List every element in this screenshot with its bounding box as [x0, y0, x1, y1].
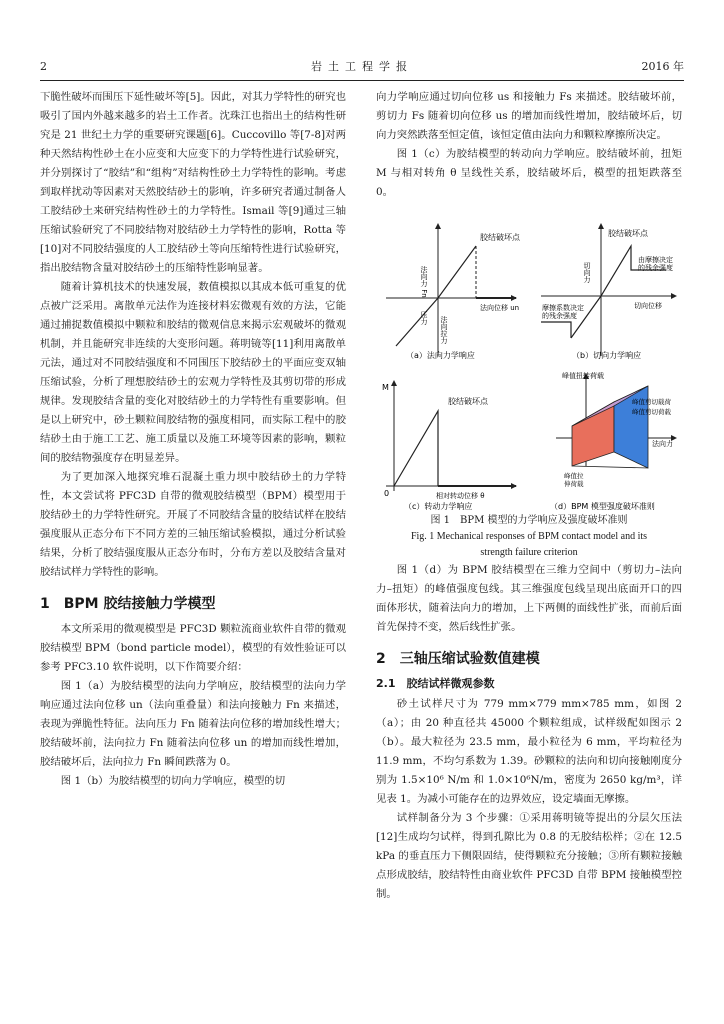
panel-a-caption: （a）法向力学响应: [406, 351, 475, 360]
page-number: 2: [40, 60, 47, 73]
figure-1-diagrams: [376, 206, 682, 512]
panel-b-friction2: 的残余强度: [542, 312, 577, 320]
paragraph: 图 1（d）为 BPM 胶结模型在三维力空间中（剪切力–法向力–扭矩）的峰值强度包线。其三维强度包线呈现出底面开口的四面体形状，随着法向力的增加，上下两侧的面线性扩张，而前后面首先保持不变，然后线性扩张。: [376, 564, 682, 633]
panel-a-axis-x: 法向位移 un: [480, 304, 520, 312]
left-column: [40, 88, 346, 791]
panel-c: [382, 381, 516, 511]
panel-c-axis-x: 相对转动位移 θ: [436, 492, 485, 500]
paragraph: 图 1（b）为胶结模型的切向力学响应，模型的切: [60, 775, 286, 787]
paragraph: 随着计算机技术的快速发展，数值模拟以其成本低可重复的优点被广泛采用。离散单元法作为连接材料宏微观有效的方法，它能通过捕捉数值模拟中颗粒和胶结的微观信息来揭示宏观破坏的微观机制，并且能研究非连续的大变形问题。蒋明镜等[11]利用离散单元法，通过对不同胶结强度和不同围压下胶结砂土的平面应变双轴压缩试验，分析了理想胶结砂土的宏观力学特性及其剪切带的形成规律。发现胶结含量的变化对胶结砂土的力学特性有重要影响。但是以上研究中，砂土颗粒间胶结物的强度相同，而实际工程中的胶结砂土由于施工工艺、施工质量以及施工环境等因素的影响，颗粒间的胶结物强度存在明显差异。: [40, 281, 346, 464]
paragraph: 为了更加深入地探究堆石混凝土重力坝中胶结砂土的力学特性，本文尝试将 PFC3D 自带的微观胶结模型（BPM）模型用于胶结砂土的力学特性研究。开展了不同胶结含量的胶结试样在胶结强度服从正态分布下不同方差的三轴压缩试验模拟，通过分析试验结果，分析了胶结强度服从正态分布时，分布方差以及胶结含量对胶结试样力学特性的影响。: [40, 471, 346, 578]
issue-year: 2016 年: [641, 60, 684, 73]
figure-caption: 图 1 BPM 模型的力学响应及强度破坏准则: [430, 515, 628, 526]
figure-1: [376, 206, 682, 512]
panel-d-shear-label: 峰值剪切载荷: [632, 398, 671, 406]
section-heading: 2 三轴压缩试验数值建模: [376, 651, 540, 667]
paragraph: 向力学响应通过切向位移 us 和接触力 Fs 来描述。胶结破坏前，剪切力 Fs 随着切向位移 us 的增加而线性增加，胶结破坏后，切向力突然跌落至恒定值，该恒定值由法向力和颗粒摩擦所决定。: [376, 91, 682, 141]
figure-caption-en: strength failure criterion: [480, 547, 578, 558]
panel-c-caption: （c）转动力学响应: [404, 502, 473, 511]
panel-b-caption: （b）切向力学响应: [572, 351, 642, 360]
page-header: [40, 58, 684, 76]
paragraph: 本文所采用的微观模型是 PFC3D 颗粒流商业软件自带的微观胶结模型 BPM（bond particle model），模型的有效性验证可以参考 PFC3.10 软件说明，以下作简要介绍：: [40, 623, 346, 673]
paragraph: 下脆性破坏而围压下延性破坏等[5]。因此，对其力学特性的研究也吸引了国内外越来越多的岩土工作者。沈珠江也指出土的结构性研究是 21 世纪土力学的重要研究课题[6]。Cuccovillo 等[7-8]对两种天然结构性砂土在小应变和大应变下的力学特性进行试验研究，并分别探讨了“胶结”和“组构”对结构性砂土力学特性的影响。考虑到取样扰动等因素对天然胶结砂土的影响，许多研究者通过制备人工胶结砂土来研究结构性砂土的力学特性。Ismail 等[9]通过三轴压缩试验研究了不同胶结物对胶结砂土力学特性的影响，Rotta 等 [10]对不同胶结强度的人工胶结砂土等向压缩特性进行试验研究，指出胶结物含量对胶结砂土的压缩特性影响显著。: [40, 91, 346, 274]
subsection-heading: 2.1 胶结试样微观参数: [376, 677, 495, 690]
panel-b: [541, 224, 676, 360]
section-heading: 1 BPM 胶结接触力学模型: [40, 596, 216, 612]
panel-a-tension-label: 法向拉力: [440, 316, 448, 344]
panel-c-axis-y: M: [382, 383, 389, 392]
panel-c-bond-label: 胶结破坏点: [448, 397, 488, 406]
paragraph: 砂土试样尺寸为 779 mm×779 mm×785 mm，如图 2（a）；由 20 种直径共 45000 个颗粒组成，试样级配如图示 2（b）。最大粒径为 23.5 mm，最小粒径为 6 mm，平均粒径为 11.9 mm，不均匀系数为 1.39。砂颗粒的法向和切向接触刚度分别为 1.5×10⁶ N/m 和 1.0×10⁶N/m，密度为 2650 kg/m³，详见表 1。为减小可能存在的边界效应，设定墙面无摩擦。: [376, 698, 682, 805]
panel-a-press-label: 压力: [420, 311, 428, 325]
panel-d-peak-label: 峰值扭转荷载: [562, 372, 604, 380]
panel-c-origin: 0: [384, 489, 390, 498]
figure-caption-en: Fig. 1 Mechanical responses of BPM contact model and its: [410, 531, 648, 542]
paragraph: 试样制备分为 3 个步骤：①采用蒋明镜等提出的分层欠压法[12]生成均匀试样，得到孔隙比为 0.8 的无胶结松样；②在 12.5 kPa 的垂直压力下侧限固结，使得颗粒充分接触；③所有颗粒接触点形成胶结，胶结特性由商业软件 PFC3D 自带 BPM 接触模型控制。: [376, 812, 682, 900]
right-column: [376, 88, 682, 904]
panel-d-normal-axis: 法向力: [652, 440, 673, 448]
panel-d: [550, 371, 676, 511]
paragraph: 图 1（a）为胶结模型的法向力学响应，胶结模型的法向力学响应通过法向位移 un（法向重叠量）和法向接触力 Fn 来描述，表现为弹脆性特征。法向压力 Fn 随着法向位移的增加线性增大；胶结破坏前，法向拉力 Fn 随着法向位移 un 的增加而线性增加，胶结破坏后，法向拉力 Fn 瞬间跌落为 0。: [40, 680, 346, 768]
journal-title: 岩土工程学报: [311, 60, 413, 73]
panel-a: [386, 224, 521, 360]
panel-b-axis-x: 切向位移: [634, 302, 662, 310]
header-rule: [40, 80, 684, 81]
panel-d-tension1: 峰值拉: [564, 472, 584, 480]
panel-d-tension2: 伸荷载: [564, 480, 584, 488]
panel-d-peak2-label: 峰值剪切荷载: [632, 408, 671, 416]
panel-a-axis-y: 法向力 Fn: [420, 266, 428, 298]
panel-b-axis-y: 切向力: [583, 262, 591, 283]
panel-b-bond-label: 胶结破坏点: [608, 229, 648, 238]
panel-b-friction1: 摩擦系数决定: [542, 304, 584, 312]
paragraph: 图 1（c）为胶结模型的转动向力学响应。胶结破坏前，扭矩 M 与相对转角 θ 呈线性关系，胶结破坏后，模型的扭矩跌落至 0。: [376, 148, 682, 198]
panel-d-caption: （d）BPM 模型强度破坏准则: [550, 502, 655, 511]
panel-b-const2: 的残余强度: [638, 264, 673, 272]
panel-b-const1: 由摩擦决定: [638, 256, 673, 264]
panel-a-bond-label: 胶结破坏点: [480, 233, 520, 242]
